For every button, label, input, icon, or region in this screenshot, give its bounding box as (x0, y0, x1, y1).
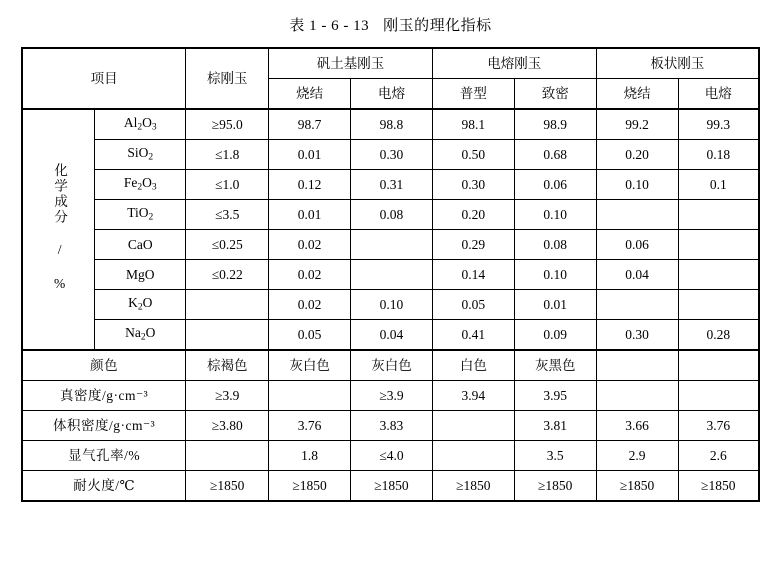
cell-value (678, 381, 759, 411)
cell-value: ≥1850 (186, 471, 269, 502)
cell-value: ≥1850 (678, 471, 759, 502)
row-name: TiO$_2$ (95, 200, 186, 230)
row-name: 耐火度/℃ (22, 471, 186, 502)
header-item: 项目 (22, 48, 186, 109)
cell-value: 0.08 (351, 200, 433, 230)
cell-value: 0.28 (678, 320, 759, 351)
cell-value: 3.5 (514, 441, 596, 471)
cell-value: ≤1.0 (186, 170, 269, 200)
cell-value: ≥3.9 (186, 381, 269, 411)
table-row (22, 471, 759, 502)
cell-value: 0.09 (514, 320, 596, 351)
cell-value: 0.04 (596, 260, 678, 290)
cell-value: 0.18 (678, 140, 759, 170)
caption-number: 表 1 - 6 - 13 (289, 18, 370, 34)
cell-value: 0.06 (596, 230, 678, 260)
cell-value: 0.30 (351, 140, 433, 170)
cell-value: 0.31 (351, 170, 433, 200)
row-name: $Al_2O_3$ (95, 109, 186, 140)
cell-value (269, 381, 351, 411)
cell-value: 0.08 (514, 230, 596, 260)
cell-value: ≥1850 (269, 471, 351, 502)
caption-title: 刚玉的理化指标 (383, 18, 492, 34)
cell-value: ≥1850 (514, 471, 596, 502)
cell-value: ≤1.8 (186, 140, 269, 170)
header-group-brown: 棕刚玉 (186, 48, 269, 109)
cell-value: ≥3.80 (186, 411, 269, 441)
cell-value (351, 230, 433, 260)
table-row (22, 320, 759, 351)
cell-value: 灰白色 (269, 350, 351, 381)
cell-value (596, 290, 678, 320)
cell-value (678, 230, 759, 260)
cell-value (596, 381, 678, 411)
cell-value: ≤4.0 (351, 441, 433, 471)
cell-value: 0.14 (432, 260, 514, 290)
cell-value: 0.02 (269, 260, 351, 290)
cell-value: 0.1 (678, 170, 759, 200)
table-row (22, 230, 759, 260)
row-name: 体积密度/g·cm⁻³ (22, 411, 186, 441)
table-row (22, 290, 759, 320)
cell-value: 0.01 (269, 140, 351, 170)
cell-value: 98.9 (514, 109, 596, 140)
cell-value: 0.68 (514, 140, 596, 170)
cell-value: 2.6 (678, 441, 759, 471)
cell-value: 0.05 (432, 290, 514, 320)
cell-value: 0.10 (514, 260, 596, 290)
table-row (22, 140, 759, 170)
cell-value: 3.76 (678, 411, 759, 441)
header-sub-bauxite-sintered: 烧结 (269, 79, 351, 110)
cell-value (186, 441, 269, 471)
cell-value: 3.66 (596, 411, 678, 441)
row-name: $K_2O$ (95, 290, 186, 320)
table-row (22, 411, 759, 441)
row-name: 显气孔率/% (22, 441, 186, 471)
table-row (22, 170, 759, 200)
cell-value: 2.9 (596, 441, 678, 471)
row-name: 真密度/g·cm⁻³ (22, 381, 186, 411)
cell-value: 0.20 (432, 200, 514, 230)
cell-value (432, 411, 514, 441)
cell-value (678, 290, 759, 320)
cell-value: 0.41 (432, 320, 514, 351)
table-row (22, 109, 759, 140)
row-name: CaO (95, 230, 186, 260)
cell-value: 99.3 (678, 109, 759, 140)
cell-value: 98.8 (351, 109, 433, 140)
cell-value: 0.12 (269, 170, 351, 200)
table-row (22, 381, 759, 411)
cell-value: ≥1850 (596, 471, 678, 502)
header-group-fused: 电熔刚玉 (432, 48, 596, 79)
cell-value: 3.95 (514, 381, 596, 411)
table-header-row-1 (22, 48, 759, 79)
cell-value: ≥1850 (351, 471, 433, 502)
cell-value: 0.29 (432, 230, 514, 260)
header-sub-bauxite-fused: 电熔 (351, 79, 433, 110)
cell-value: 灰白色 (351, 350, 433, 381)
table-row (22, 200, 759, 230)
cell-value: 98.7 (269, 109, 351, 140)
cell-value: 0.10 (514, 200, 596, 230)
cell-value: ≥3.9 (351, 381, 433, 411)
row-name: $Na_2O$ (95, 320, 186, 351)
header-sub-fused-normal: 普型 (432, 79, 514, 110)
cell-value: 3.94 (432, 381, 514, 411)
header-group-bauxite: 矾土基刚玉 (269, 48, 433, 79)
cell-value: ≤0.25 (186, 230, 269, 260)
cell-value (678, 260, 759, 290)
cell-value (432, 441, 514, 471)
table-row (22, 260, 759, 290)
cell-value (596, 350, 678, 381)
cell-value: 0.01 (269, 200, 351, 230)
row-name: $Fe_2O_3$ (95, 170, 186, 200)
cell-value (351, 260, 433, 290)
cell-value: 0.50 (432, 140, 514, 170)
table-row (22, 350, 759, 381)
cell-value: 0.06 (514, 170, 596, 200)
cell-value: ≤0.22 (186, 260, 269, 290)
table-row (22, 441, 759, 471)
cell-value: 0.20 (596, 140, 678, 170)
cell-value: 98.1 (432, 109, 514, 140)
header-sub-fused-dense: 致密 (514, 79, 596, 110)
cell-value: 0.01 (514, 290, 596, 320)
cell-value: 白色 (432, 350, 514, 381)
cell-value: ≥95.0 (186, 109, 269, 140)
cell-value: 3.76 (269, 411, 351, 441)
corundum-properties-table (21, 47, 760, 502)
cell-value: 99.2 (596, 109, 678, 140)
cell-value: ≥1850 (432, 471, 514, 502)
cell-value: 0.05 (269, 320, 351, 351)
cell-value: 0.02 (269, 290, 351, 320)
cell-value (678, 350, 759, 381)
table-caption (0, 0, 781, 47)
cell-value (596, 200, 678, 230)
row-name: 颜色 (22, 350, 186, 381)
header-group-tabular: 板状刚玉 (596, 48, 759, 79)
cell-value: 1.8 (269, 441, 351, 471)
cell-value: 3.83 (351, 411, 433, 441)
cell-value (186, 290, 269, 320)
cell-value: 0.30 (432, 170, 514, 200)
cell-value: 0.30 (596, 320, 678, 351)
cell-value: 0.04 (351, 320, 433, 351)
cell-value: 灰黑色 (514, 350, 596, 381)
cell-value: ≤3.5 (186, 200, 269, 230)
cell-value: 0.10 (596, 170, 678, 200)
row-name: SiO$_2$ (95, 140, 186, 170)
cell-value (678, 200, 759, 230)
cell-value: 0.02 (269, 230, 351, 260)
row-name: MgO (95, 260, 186, 290)
header-sub-tabular-sintered: 烧结 (596, 79, 678, 110)
cell-value (186, 320, 269, 351)
cell-value: 棕褐色 (186, 350, 269, 381)
cell-value: 0.10 (351, 290, 433, 320)
cell-value: 3.81 (514, 411, 596, 441)
chem-section-label: 化学成分 / % (22, 109, 95, 350)
header-sub-tabular-fused: 电熔 (678, 79, 759, 110)
